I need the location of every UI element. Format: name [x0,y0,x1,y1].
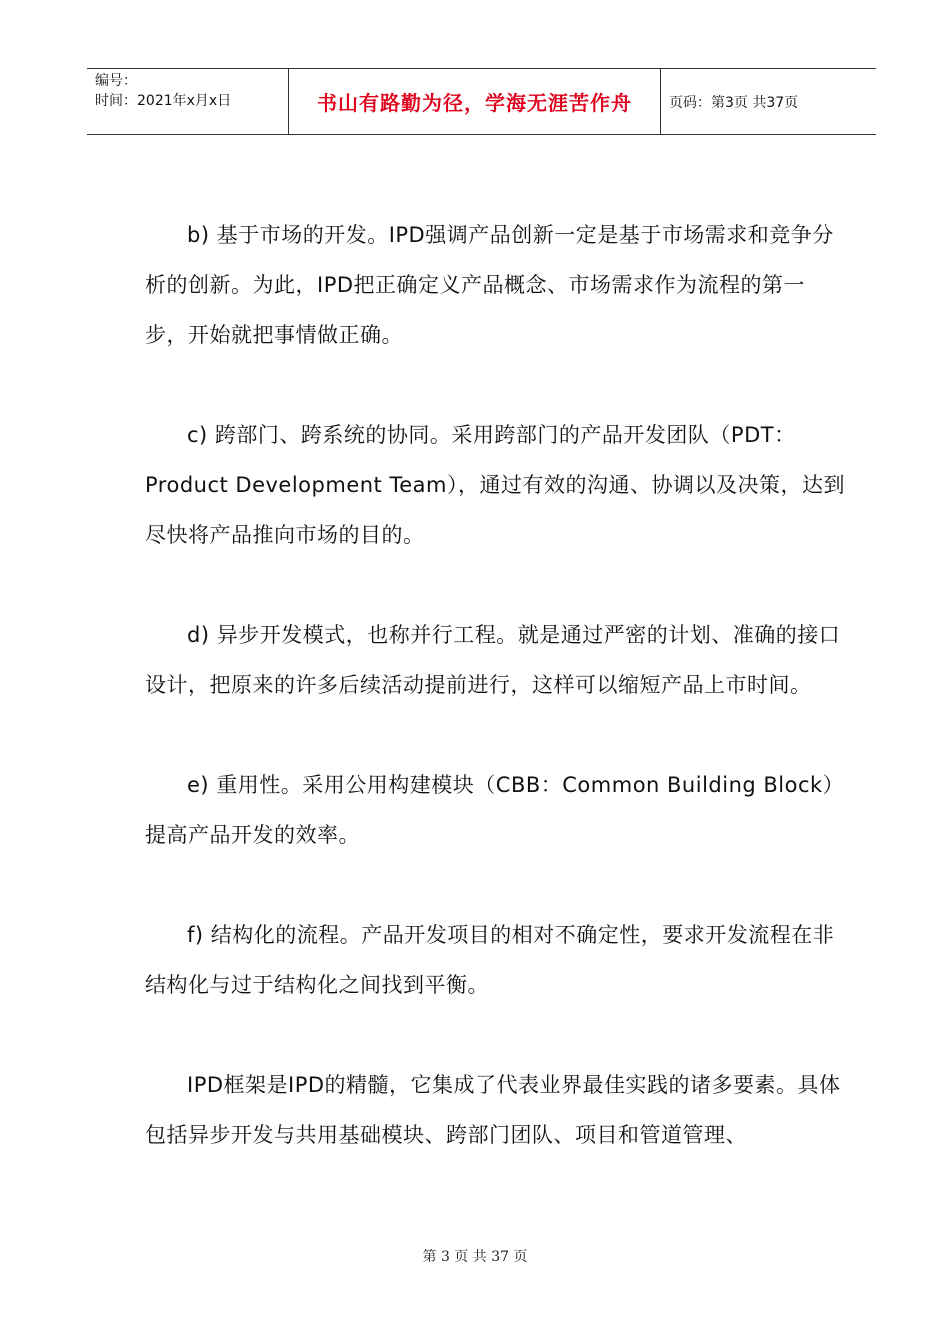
paragraph-concurrent-engineering: d) 异步开发模式，也称并行工程。就是通过严密的计划、准确的接口设计，把原来的许多后续活动提前进行，这样可以缩短产品上市时间。 [145,623,841,697]
paragraph-ipd-framework: IPD框架是IPD的精髓，它集成了代表业界最佳实践的诸多要素。具体包括异步开发与共用基础模块、跨部门团队、项目和管道管理、 [145,1073,841,1147]
header-motto-cell [288,69,661,134]
document-number-label: 编号： [95,73,137,89]
document-date: 时间：2021年x月x日 [95,93,232,109]
document-body [145,210,845,1210]
header-page-cell [661,69,876,134]
paragraph-structured-process: f) 结构化的流程。产品开发项目的相对不确定性，要求开发流程在非结构化与过于结构化之间找到平衡。 [145,923,835,997]
paragraph-market-driven: b) 基于市场的开发。IPD强调产品创新一定是基于市场需求和竞争分析的创新。为此，IPD把正确定义产品概念、市场需求作为流程的第一步，开始就把事情做正确。 [145,223,834,347]
paragraph-cross-functional: c) 跨部门、跨系统的协同。采用跨部门的产品开发团队（PDT：Product Development Team），通过有效的沟通、协调以及决策，达到尽快将产品推向市场的目的。 [145,423,845,547]
header-meta-cell [87,69,288,134]
header-page-info: 页码：第3页 共37页 [669,94,799,111]
page-header [87,68,876,135]
paragraph-reusability: e) 重用性。采用公用构建模块（CBB：Common Building Block）提高产品开发的效率。 [145,773,845,847]
page-footer: 第 3 页 共 37 页 [422,1249,528,1265]
header-motto: 书山有路勤为径，学海无涯苦作舟 [317,91,632,115]
